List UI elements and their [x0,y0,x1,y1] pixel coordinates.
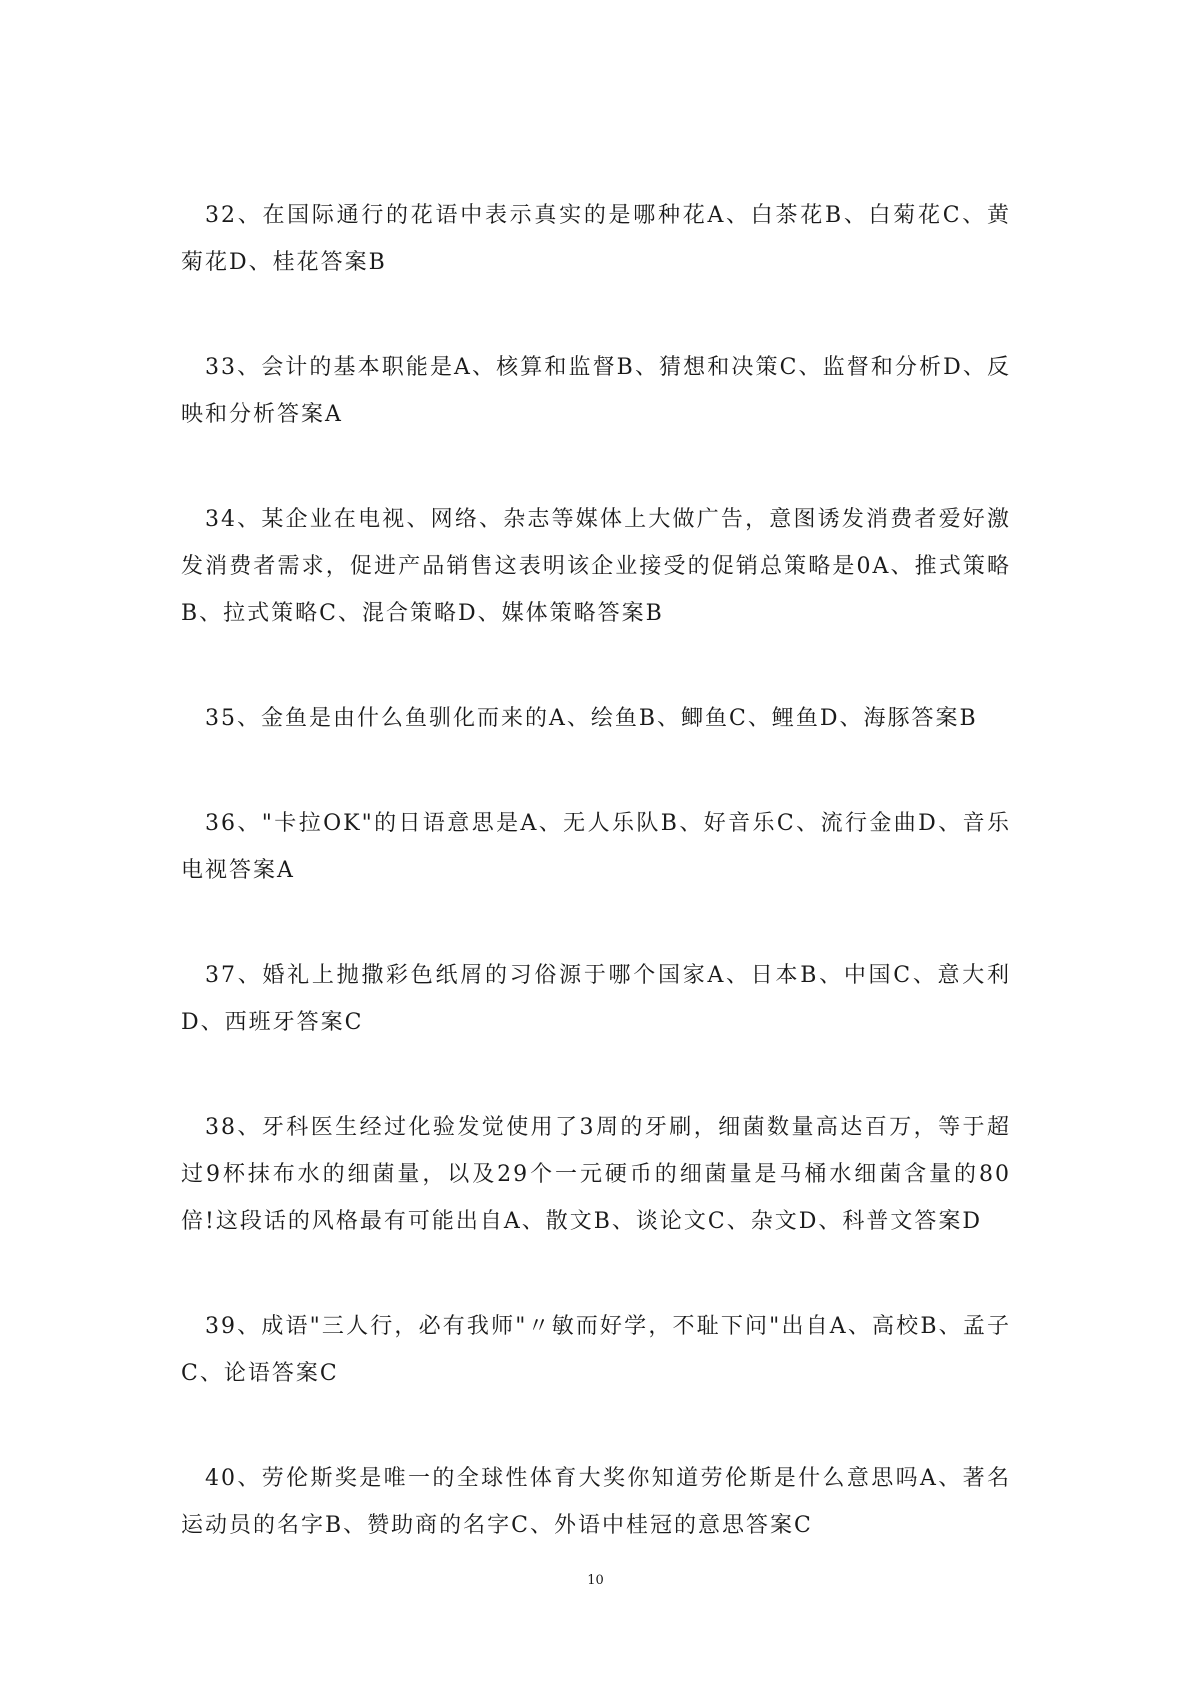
question-34: 34、某企业在电视、网络、杂志等媒体上大做广告，意图诱发消费者爱好激发消费者需求，促进产品销售这表明该企业接受的促销总策略是0A、推式策略B、拉式策略C、混合策略D、媒体策略答案B [181,507,1011,626]
question-32: 32、在国际通行的花语中表示真实的是哪种花A、白茶花B、白菊花C、黄菊花D、桂花答案B [181,203,1011,275]
question-list [181,192,1011,1607]
page-number: 10 [587,1573,604,1588]
question-33: 33、会计的基本职能是A、核算和监督B、猜想和决策C、监督和分析D、反映和分析答案A [181,355,1011,427]
question-39: 39、成语"三人行，必有我师"〃敏而好学，不耻下问"出自A、高校B、孟子C、论语答案C [181,1314,1011,1386]
question-35: 35、金鱼是由什么鱼驯化而来的A、绘鱼B、鲫鱼C、鲤鱼D、海豚答案B [205,706,978,731]
question-38: 38、牙科医生经过化验发觉使用了3周的牙刷，细菌数量高达百万，等于超过9杯抹布水的细菌量，以及29个一元硬币的细菌量是马桶水细菌含量的80倍!这段话的风格最有可能出自A、散文B、谈论文C、杂文D、科普文答案D [181,1115,1011,1234]
question-40: 40、劳伦斯奖是唯一的全球性体育大奖你知道劳伦斯是什么意思吗A、著名运动员的名字B、赞助商的名字C、外语中桂冠的意思答案C [181,1466,1011,1538]
question-36: 36、"卡拉OK"的日语意思是A、无人乐队B、好音乐C、流行金曲D、音乐电视答案A [181,811,1011,883]
question-37: 37、婚礼上抛撒彩色纸屑的习俗源于哪个国家A、日本B、中国C、意大利D、西班牙答案C [181,963,1011,1035]
